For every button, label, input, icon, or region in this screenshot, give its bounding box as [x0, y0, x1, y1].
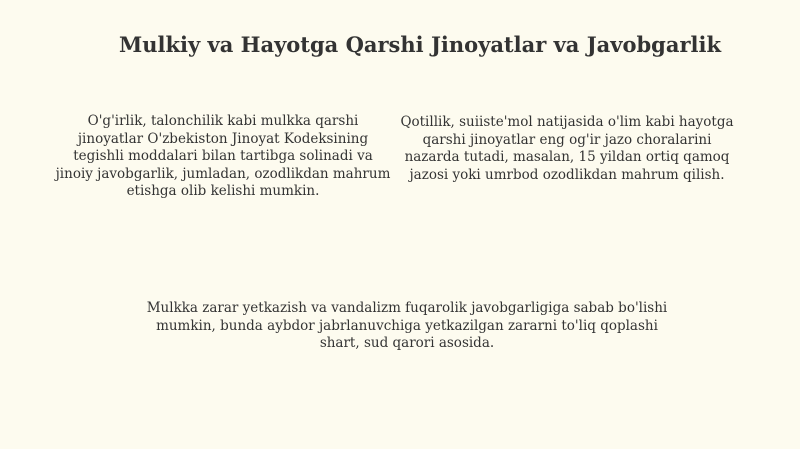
civil-liability-text: Mulkka zarar yetkazish va vandalizm fuqarolik javobgarligiga sabab bo'lishi mumkin, bunda aybdor jabrlanuvchiga yetkazilgan zararni to'liq qoplashi shart, sud qarori asosida. [146, 300, 668, 351]
slide-title: Mulkiy va Hayotga Qarshi Jinoyatlar va Javobgarlik [118, 32, 722, 57]
life-crimes-text: Qotillik, suiiste'mol natijasida o'lim kabi hayotga qarshi jinoyatlar eng og'ir jazo choralarini nazarda tutadi, masalan, 15 yildan ortiq qamoq jazosi yoki umrbod ozodlikdan mahrum qilish. [400, 114, 734, 183]
property-crimes-text: O'g'irlik, talonchilik kabi mulkka qarshi jinoyatlar O'zbekiston Jinoyat Kodeksining tegishli moddalari bilan tartibga solinadi va jinoiy javobgarlik, jumladan, ozodlikdan mahrum etishga olib kelishi mumkin. [55, 113, 391, 199]
